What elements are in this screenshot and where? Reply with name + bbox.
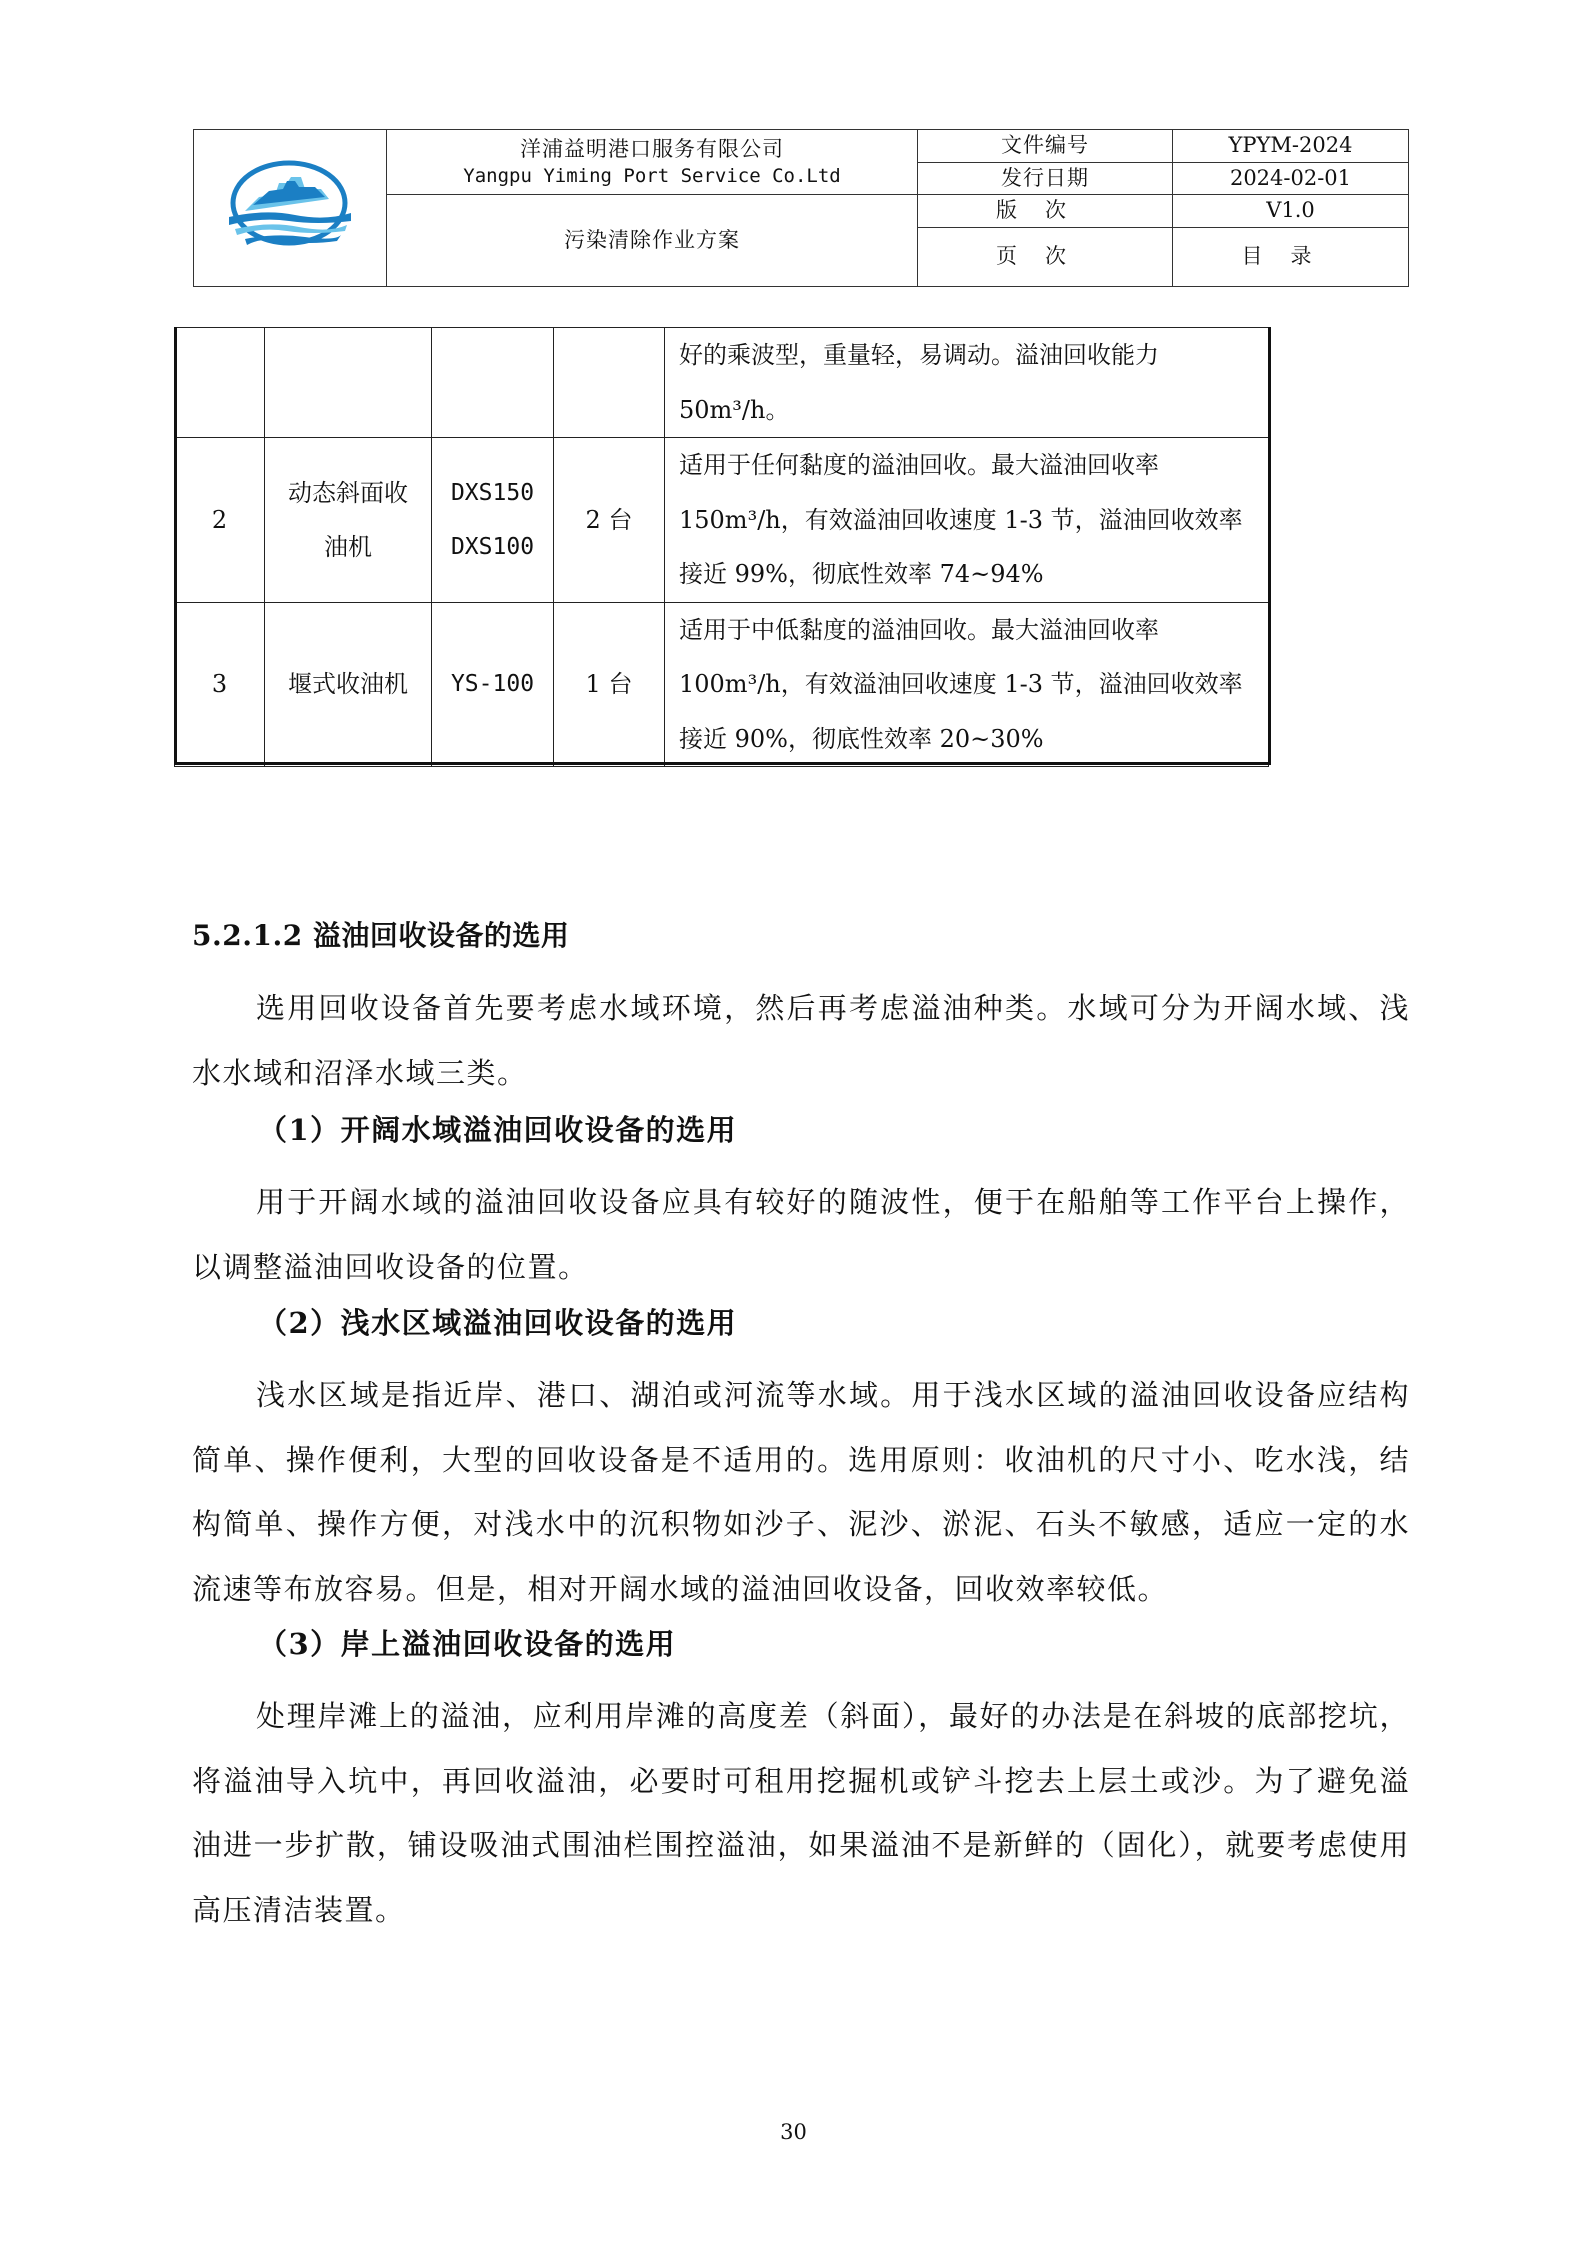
version-value: V1.0 xyxy=(1173,195,1409,228)
doc-title: 污染清除作业方案 xyxy=(387,195,918,287)
paragraph-intro: 选用回收设备首先要考虑水域环境，然后再考虑溢油种类。水域可分为开阔水域、浅水水域和沼泽水域三类。 xyxy=(192,991,1410,1090)
equipment-name: 动态斜面收油机 xyxy=(265,438,432,603)
table-row xyxy=(175,438,1269,603)
equipment-description: 适用于中低黏度的溢油回收。最大溢油回收率100m³/h，有效溢油回收速度 1-3 节，溢油回收效率接近 90%，彻底性效率 20~30% xyxy=(665,602,1269,767)
equipment-table xyxy=(174,327,1269,767)
equipment-model-line: DXS150 xyxy=(450,479,535,506)
page-label: 页次 xyxy=(918,227,1173,286)
equipment-model xyxy=(432,602,554,767)
equipment-name: 堰式收油机 xyxy=(265,602,432,767)
table-cell xyxy=(175,328,265,438)
company-name-cn: 洋浦益明港口服务有限公司 xyxy=(520,136,784,161)
equipment-model-line: YS-100 xyxy=(450,671,535,698)
section-title: 5.2.1.2 溢油回收设备的选用 xyxy=(192,919,570,952)
subsection-heading: （3）岸上溢油回收设备的选用 xyxy=(258,1627,677,1661)
subsection-heading: （2）浅水区域溢油回收设备的选用 xyxy=(258,1306,738,1340)
paragraph: 用于开阔水域的溢油回收设备应具有较好的随波性，便于在船舶等工作平台上操作，以调整溢油回收设备的位置。 xyxy=(192,1185,1410,1284)
equipment-number: 3 xyxy=(175,602,265,767)
company-logo-cell xyxy=(194,130,387,287)
equipment-model-line: DXS100 xyxy=(450,533,535,560)
version-label: 版次 xyxy=(918,195,1173,228)
table-cell xyxy=(432,328,554,438)
page-number: 30 xyxy=(780,2120,807,2144)
table-row xyxy=(175,602,1269,767)
subsection-heading: （1）开阔水域溢油回收设备的选用 xyxy=(258,1113,738,1147)
page-value: 目录 xyxy=(1173,227,1409,286)
company-name-en: Yangpu Yiming Port Service Co.Ltd xyxy=(463,164,841,187)
issue-date-value: 2024-02-01 xyxy=(1173,162,1409,195)
equipment-number: 2 xyxy=(175,438,265,603)
paragraph: 浅水区域是指近岸、港口、湖泊或河流等水域。用于浅水区域的溢油回收设备应结构简单、操作便利，大型的回收设备是不适用的。选用原则：收油机的尺寸小、吃水浅，结构简单、操作方便，对浅水中的沉积物如沙子、泥沙、淤泥、石头不敏感，适应一定的水流速等布放容易。但是，相对开阔水域的溢油回收设备，回收效率较低。 xyxy=(192,1378,1410,1606)
ship-logo-icon xyxy=(225,159,355,251)
company-name-cell xyxy=(387,130,918,195)
table-cell xyxy=(554,328,665,438)
doc-number-label: 文件编号 xyxy=(918,130,1173,163)
table-row xyxy=(175,328,1269,438)
issue-date-label: 发行日期 xyxy=(918,162,1173,195)
paragraph: 处理岸滩上的溢油，应利用岸滩的高度差（斜面），最好的办法是在斜坡的底部挖坑，将溢油导入坑中，再回收溢油，必要时可租用挖掘机或铲斗挖去上层土或沙。为了避免溢油进一步扩散，铺设吸油式围油栏围控溢油，如果溢油不是新鲜的（固化），就要考虑使用高压清洁装置。 xyxy=(192,1699,1410,1927)
document-header xyxy=(193,129,1409,287)
doc-number-value: YPYM-2024 xyxy=(1173,130,1409,163)
table-cell xyxy=(265,328,432,438)
equipment-description: 好的乘波型，重量轻，易调动。溢油回收能力50m³/h。 xyxy=(665,328,1269,438)
equipment-description: 适用于任何黏度的溢油回收。最大溢油回收率150m³/h，有效溢油回收速度 1-3 节，溢油回收效率接近 99%，彻底性效率 74~94% xyxy=(665,438,1269,603)
equipment-model xyxy=(432,438,554,603)
equipment-quantity: 1 台 xyxy=(554,602,665,767)
equipment-quantity: 2 台 xyxy=(554,438,665,603)
